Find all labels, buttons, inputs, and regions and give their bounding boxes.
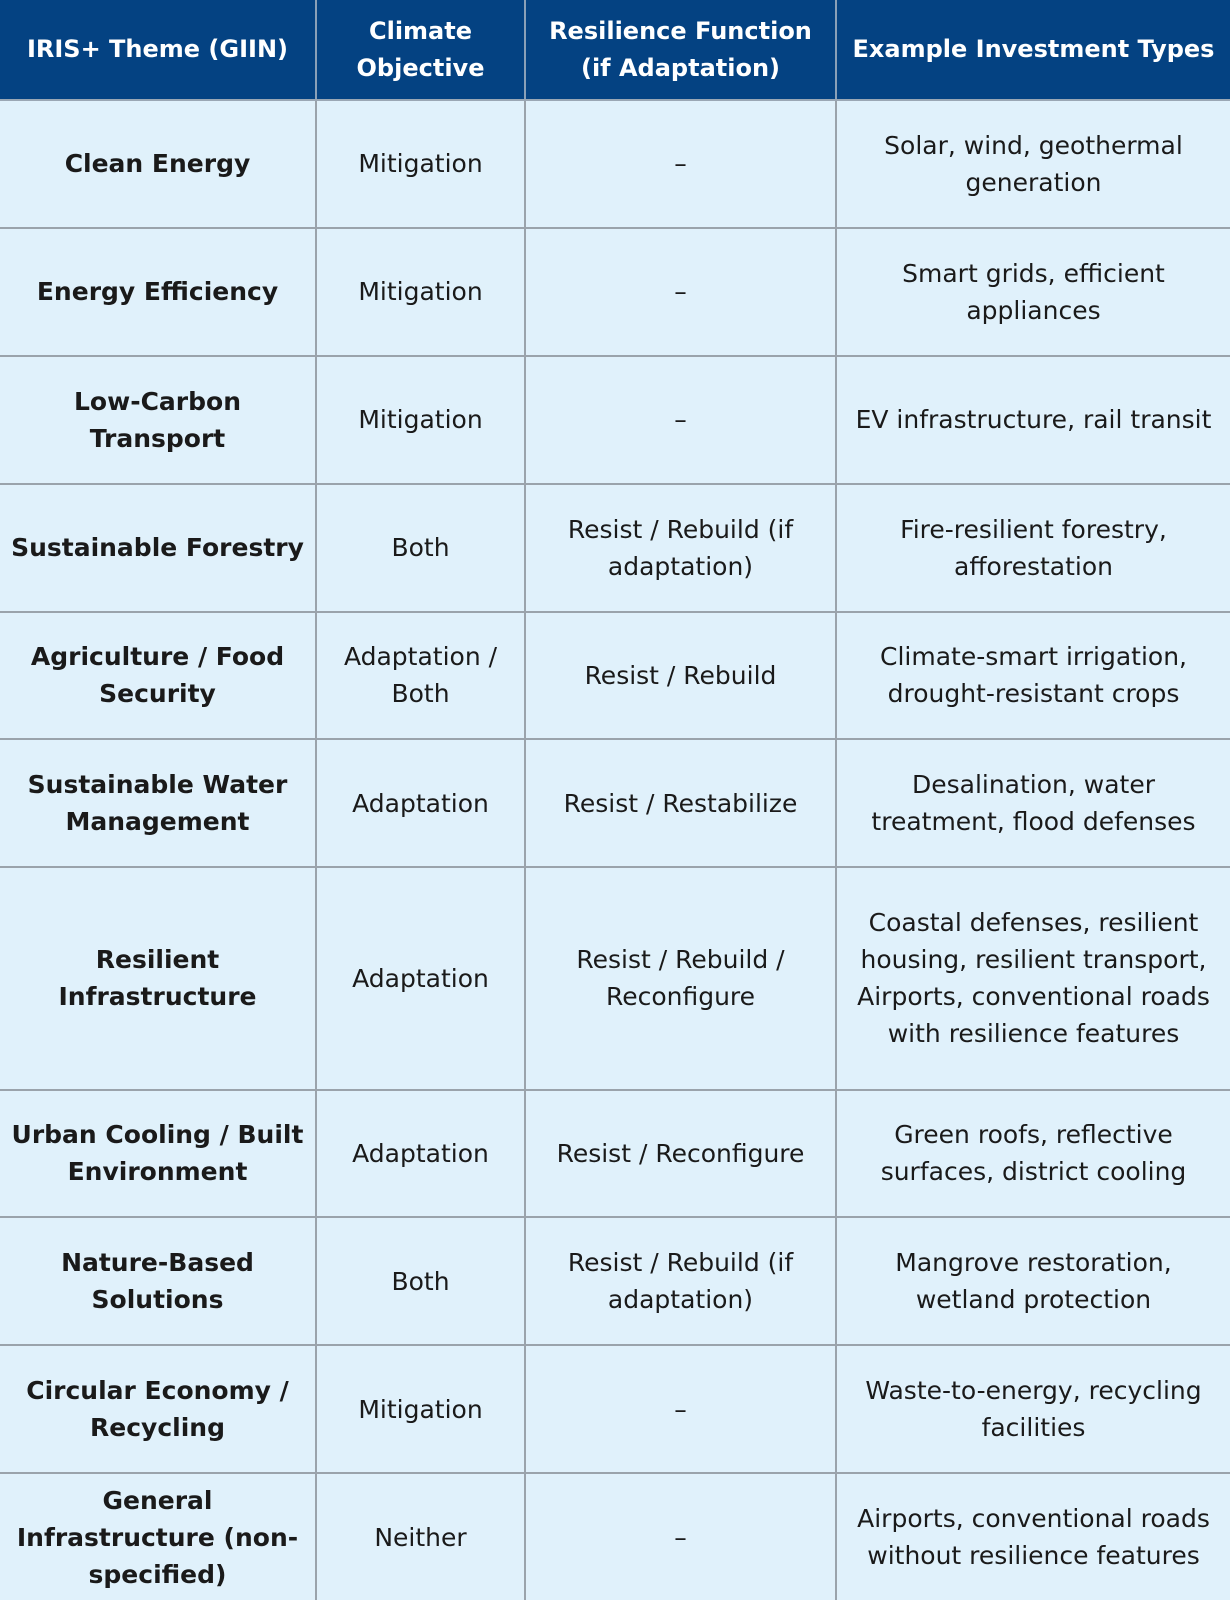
table-row bbox=[0, 1345, 1230, 1473]
theme-cell: Urban Cooling / Built Environment bbox=[0, 1090, 316, 1218]
objective-cell: Adaptation bbox=[316, 739, 525, 867]
theme-cell: Energy Efficiency bbox=[0, 228, 316, 356]
investment-cell: Smart grids, efficient appliances bbox=[836, 228, 1230, 356]
theme-cell: Sustainable Forestry bbox=[0, 484, 316, 612]
objective-cell: Adaptation bbox=[316, 867, 525, 1089]
resilience-cell: Resist / Rebuild (if adaptation) bbox=[525, 1217, 836, 1345]
header-resilience-function: Resilience Function (if Adaptation) bbox=[525, 0, 836, 100]
table-row bbox=[0, 867, 1230, 1089]
investment-cell: EV infrastructure, rail transit bbox=[836, 356, 1230, 484]
resilience-cell: Resist / Rebuild / Reconfigure bbox=[525, 867, 836, 1089]
investment-cell: Airports, conventional roads without resilience features bbox=[836, 1473, 1230, 1600]
theme-cell: Clean Energy bbox=[0, 100, 316, 228]
table-row bbox=[0, 356, 1230, 484]
objective-cell: Adaptation / Both bbox=[316, 612, 525, 740]
objective-cell: Mitigation bbox=[316, 1345, 525, 1473]
investment-cell: Coastal defenses, resilient housing, resilient transport, Airports, conventional roads with resilience features bbox=[836, 867, 1230, 1089]
investment-cell: Climate-smart irrigation, drought-resistant crops bbox=[836, 612, 1230, 740]
theme-cell: Sustainable Water Management bbox=[0, 739, 316, 867]
theme-cell: Low-Carbon Transport bbox=[0, 356, 316, 484]
table-row bbox=[0, 228, 1230, 356]
theme-cell: Circular Economy / Recycling bbox=[0, 1345, 316, 1473]
header-iris-theme: IRIS+ Theme (GIIN) bbox=[0, 0, 316, 100]
resilience-cell: – bbox=[525, 100, 836, 228]
resilience-cell: Resist / Rebuild bbox=[525, 612, 836, 740]
table-row bbox=[0, 1473, 1230, 1600]
resilience-cell: – bbox=[525, 228, 836, 356]
theme-cell: Nature-Based Solutions bbox=[0, 1217, 316, 1345]
investment-cell: Fire-resilient forestry, afforestation bbox=[836, 484, 1230, 612]
investment-cell: Mangrove restoration, wetland protection bbox=[836, 1217, 1230, 1345]
investment-cell: Solar, wind, geothermal generation bbox=[836, 100, 1230, 228]
investment-cell: Green roofs, reflective surfaces, district cooling bbox=[836, 1090, 1230, 1218]
table-row bbox=[0, 1090, 1230, 1218]
objective-cell: Both bbox=[316, 484, 525, 612]
objective-cell: Both bbox=[316, 1217, 525, 1345]
resilience-cell: – bbox=[525, 356, 836, 484]
objective-cell: Mitigation bbox=[316, 100, 525, 228]
resilience-cell: Resist / Reconfigure bbox=[525, 1090, 836, 1218]
table-row bbox=[0, 1217, 1230, 1345]
table-row bbox=[0, 484, 1230, 612]
investment-cell: Waste-to-energy, recycling facilities bbox=[836, 1345, 1230, 1473]
resilience-cell: Resist / Rebuild (if adaptation) bbox=[525, 484, 836, 612]
objective-cell: Mitigation bbox=[316, 356, 525, 484]
header-example-investment-types: Example Investment Types bbox=[836, 0, 1230, 100]
resilience-cell: – bbox=[525, 1345, 836, 1473]
objective-cell: Neither bbox=[316, 1473, 525, 1600]
theme-cell: Resilient Infrastructure bbox=[0, 867, 316, 1089]
table-row bbox=[0, 100, 1230, 228]
header-climate-objective: Climate Objective bbox=[316, 0, 525, 100]
theme-cell: Agriculture / Food Security bbox=[0, 612, 316, 740]
theme-cell: General Infrastructure (non-specified) bbox=[0, 1473, 316, 1600]
resilience-cell: – bbox=[525, 1473, 836, 1600]
investment-cell: Desalination, water treatment, flood defenses bbox=[836, 739, 1230, 867]
table-row bbox=[0, 739, 1230, 867]
resilience-cell: Resist / Restabilize bbox=[525, 739, 836, 867]
header-row bbox=[0, 0, 1230, 100]
objective-cell: Mitigation bbox=[316, 228, 525, 356]
objective-cell: Adaptation bbox=[316, 1090, 525, 1218]
table-row bbox=[0, 612, 1230, 740]
